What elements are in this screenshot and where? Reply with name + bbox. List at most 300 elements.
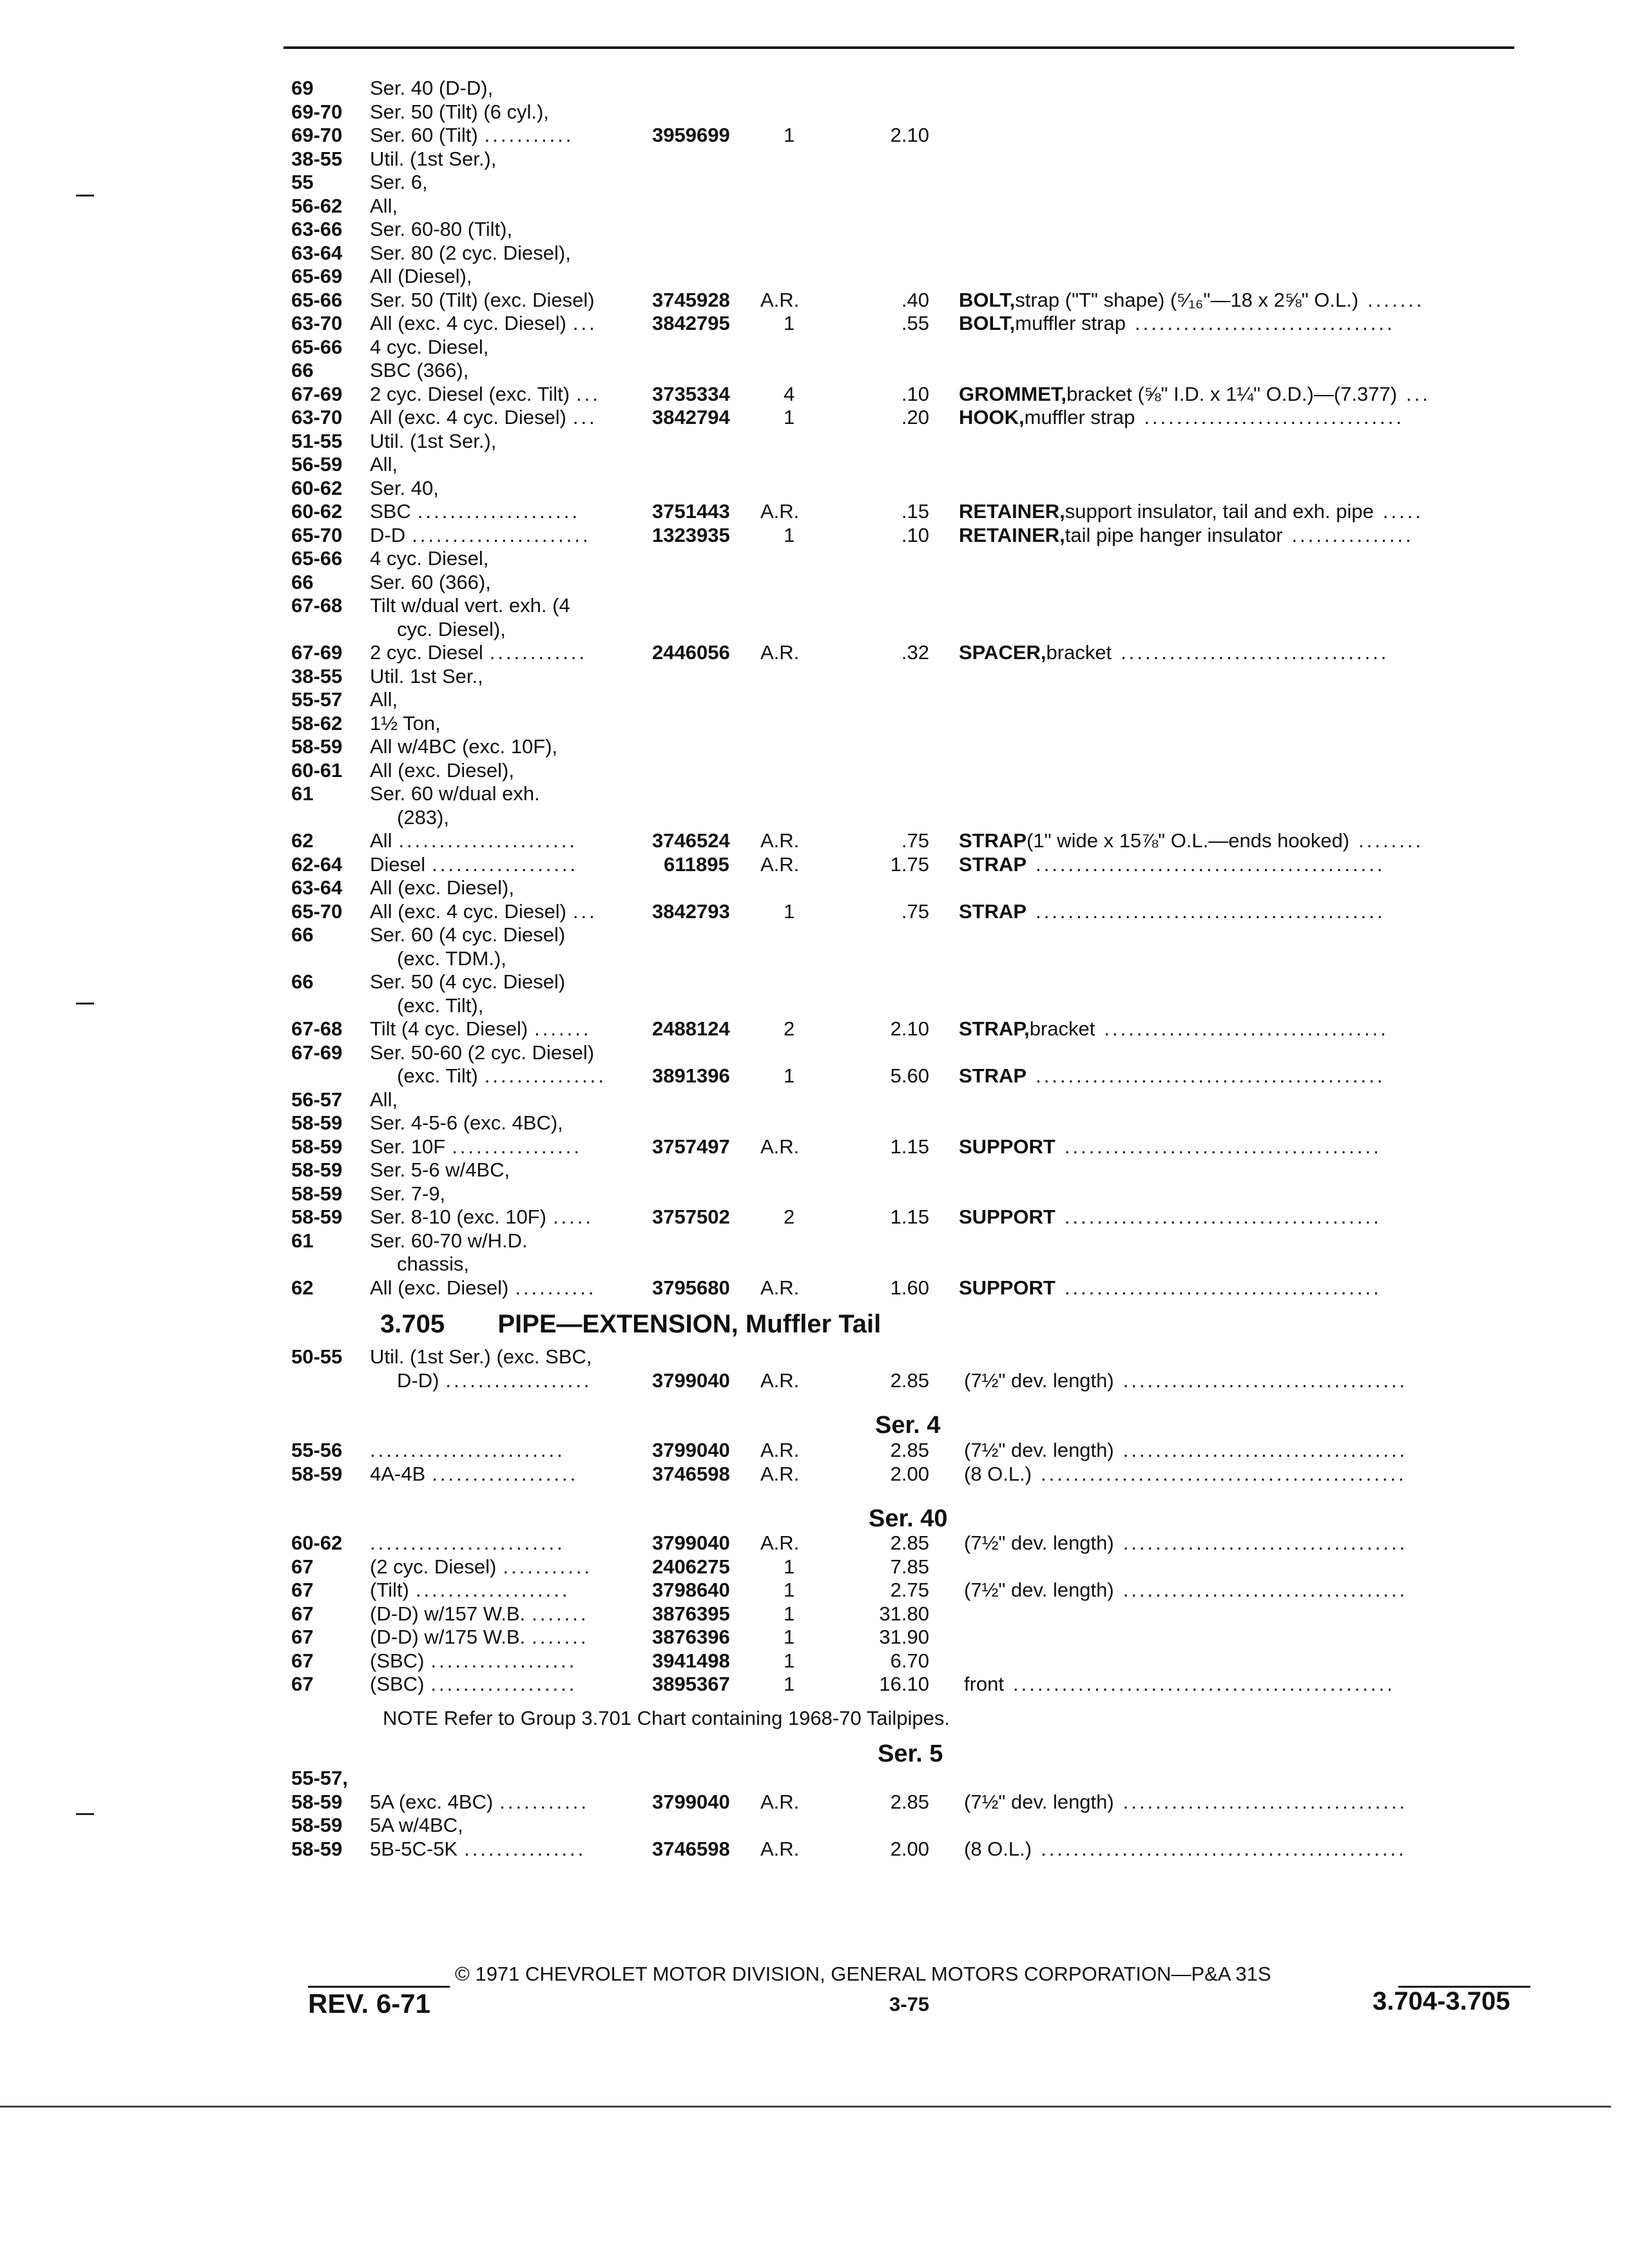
model-years: 38-55 <box>291 665 343 687</box>
leader-dots: .................. <box>445 1369 592 1392</box>
part-number: 3891396 <box>652 1064 730 1087</box>
model-years: 69-70 <box>291 124 343 146</box>
application-text: All, <box>370 195 398 217</box>
margin-tick <box>76 1003 94 1004</box>
part-number: 3799040 <box>652 1791 730 1813</box>
part-description: (8 O.L.) <box>964 1838 1032 1860</box>
description-leader-dots: ................................... <box>1123 1369 1408 1392</box>
price: 31.80 <box>879 1602 929 1625</box>
application-text: (SBC) <box>370 1673 425 1695</box>
part-number: 1323935 <box>652 524 730 546</box>
revision-label: REV. 6-71 <box>308 1988 430 2019</box>
quantity: A.R. <box>760 1791 800 1813</box>
part-description: bracket <box>1029 1017 1095 1040</box>
part-name: GROMMET, <box>959 383 1067 405</box>
model-years: 51-55 <box>291 430 343 452</box>
note-text: NOTE Refer to Group 3.701 Chart containing 1968-70 Tailpipes. <box>383 1707 950 1729</box>
model-years: 58-59 <box>291 735 343 758</box>
copyright-line: © 1971 CHEVROLET MOTOR DIVISION, GENERAL MOTORS CORPORATION—P&A 31S <box>455 1963 1271 1985</box>
model-years: 62-64 <box>291 853 343 876</box>
section-number: 3.705 <box>380 1310 445 1338</box>
model-years: 55-56 <box>291 1439 343 1461</box>
part-number: 3941498 <box>652 1649 730 1672</box>
group-range: 3.704-3.705 <box>1373 1987 1510 2015</box>
quantity: 1 <box>784 124 795 146</box>
leader-dots: ....... <box>532 1626 589 1648</box>
application-text: (Tilt) <box>370 1579 409 1601</box>
part-number: 3895367 <box>652 1673 730 1695</box>
part-number: 3746598 <box>652 1463 730 1485</box>
model-years: 66 <box>291 359 314 381</box>
leader-dots: ...................... <box>412 524 591 546</box>
model-years: 69-70 <box>291 101 343 123</box>
application-text: Ser. 60 w/dual exh. <box>370 782 540 805</box>
part-number: 3842793 <box>652 900 730 923</box>
application-text: All (exc. 4 cyc. Diesel) <box>370 312 566 334</box>
quantity: A.R. <box>760 829 800 852</box>
application-text: chassis, <box>397 1253 469 1275</box>
application-text: SBC <box>370 500 411 523</box>
leader-dots: .................... <box>417 500 581 523</box>
model-years: 65-66 <box>291 336 343 358</box>
part-description: bracket (⅝" I.D. x 1¼" O.D.)—(7.377) <box>1066 383 1398 405</box>
description-leader-dots: ................................. <box>1121 641 1389 664</box>
leader-dots: ... <box>572 312 597 334</box>
application-text: Ser. 60 (Tilt) <box>370 124 478 146</box>
description-leader-dots: ................................... <box>1123 1579 1408 1601</box>
application-text: All, <box>370 453 398 476</box>
price: .55 <box>901 312 929 334</box>
application-text: 2 cyc. Diesel (exc. Tilt) <box>370 383 570 405</box>
part-description: support insulator, tail and exh. pipe <box>1065 500 1374 523</box>
part-name: STRAP <box>959 829 1027 852</box>
price: .20 <box>901 406 929 428</box>
leader-dots: ........... <box>484 124 574 146</box>
leader-dots: ........... <box>503 1555 593 1578</box>
model-years: 66 <box>291 571 314 593</box>
model-years: 63-66 <box>291 218 343 240</box>
quantity: 1 <box>784 1579 795 1601</box>
description-leader-dots: ........................................... <box>1036 1064 1385 1087</box>
leader-dots: .................. <box>432 1463 579 1485</box>
quantity: A.R. <box>760 1135 800 1158</box>
application-text: cyc. Diesel), <box>397 618 506 640</box>
price: 2.85 <box>890 1791 929 1813</box>
description-leader-dots: ........................................... <box>1036 853 1385 876</box>
description-leader-dots: ... <box>1406 383 1431 405</box>
bottom-rule <box>0 2106 1611 2108</box>
description-leader-dots: ............................................. <box>1041 1463 1407 1485</box>
quantity: 2 <box>784 1206 795 1228</box>
application-text: All (exc. 4 cyc. Diesel) <box>370 406 566 428</box>
part-name: HOOK, <box>959 406 1025 428</box>
application-text: (SBC) <box>370 1649 425 1672</box>
quantity: A.R. <box>760 1369 800 1392</box>
model-years: 55-57, <box>291 1767 348 1789</box>
price: 2.85 <box>890 1439 929 1461</box>
application-text: 5A (exc. 4BC) <box>370 1791 494 1813</box>
leader-dots: ........................ <box>370 1439 565 1461</box>
description-leader-dots: ................................ <box>1134 312 1395 334</box>
model-years: 58-59 <box>291 1111 343 1134</box>
model-years: 58-62 <box>291 712 343 735</box>
application-text: 5B-5C-5K <box>370 1838 458 1860</box>
description-leader-dots: ....................................... <box>1064 1276 1382 1299</box>
part-name: RETAINER, <box>959 500 1065 523</box>
leader-dots: ..... <box>552 1206 594 1228</box>
model-years: 67-69 <box>291 641 343 664</box>
leader-dots: ....... <box>534 1017 592 1040</box>
description-leader-dots: ........ <box>1358 829 1424 852</box>
quantity: 1 <box>784 406 795 428</box>
application-text: 4 cyc. Diesel, <box>370 547 489 570</box>
model-years: 67 <box>291 1673 314 1695</box>
price: .32 <box>901 641 929 664</box>
quantity: 4 <box>784 383 795 405</box>
quantity: A.R. <box>760 1276 800 1299</box>
model-years: 50-55 <box>291 1345 343 1368</box>
price: .40 <box>901 289 929 311</box>
description-leader-dots: ....... <box>1367 289 1425 311</box>
leader-dots: ........... <box>499 1791 589 1813</box>
application-text: Ser. 80 (2 cyc. Diesel), <box>370 242 571 264</box>
application-text: (283), <box>397 806 449 829</box>
leader-dots: ... <box>572 900 597 923</box>
description-leader-dots: ................................... <box>1123 1532 1408 1554</box>
top-rule <box>284 46 1514 49</box>
application-text: D-D) <box>397 1369 439 1392</box>
quantity: A.R. <box>760 853 800 876</box>
part-number: 3757497 <box>652 1135 730 1158</box>
application-text: Ser. 10F <box>370 1135 446 1158</box>
part-number: 3799040 <box>652 1532 730 1554</box>
part-number: 3842794 <box>652 406 730 428</box>
part-number: 3746598 <box>652 1838 730 1860</box>
application-text: All, <box>370 1088 398 1111</box>
application-text: Util. (1st Ser.), <box>370 430 497 452</box>
subheading-ser-5: Ser. 5 <box>878 1740 943 1767</box>
part-description: (7½" dev. length) <box>964 1439 1114 1461</box>
application-text: Ser. 7-9, <box>370 1182 446 1205</box>
model-years: 62 <box>291 1276 314 1299</box>
application-text: Ser. 6, <box>370 171 428 193</box>
model-years: 58-59 <box>291 1791 343 1813</box>
model-years: 67-68 <box>291 594 343 617</box>
application-text: Ser. 4-5-6 (exc. 4BC), <box>370 1111 563 1134</box>
quantity: A.R. <box>760 500 800 523</box>
application-text: (exc. Tilt) <box>397 1064 478 1087</box>
application-text: All (exc. Diesel), <box>370 876 514 899</box>
application-text: Util. (1st Ser.) (exc. SBC, <box>370 1345 592 1368</box>
part-number: 3745928 <box>652 289 730 311</box>
part-name: BOLT, <box>959 312 1016 334</box>
model-years: 58-59 <box>291 1838 343 1860</box>
model-years: 65-66 <box>291 547 343 570</box>
application-text: Ser. 60 (4 cyc. Diesel) <box>370 923 566 946</box>
leader-dots: ............... <box>484 1064 606 1087</box>
model-years: 67 <box>291 1602 314 1625</box>
price: 2.85 <box>890 1532 929 1554</box>
part-name: STRAP <box>959 1064 1027 1087</box>
model-years: 60-62 <box>291 1532 343 1554</box>
leader-dots: ........................ <box>370 1532 565 1554</box>
application-text: Diesel <box>370 853 426 876</box>
model-years: 63-70 <box>291 312 343 334</box>
leader-dots: .................. <box>430 1649 577 1672</box>
part-description: muffler strap <box>1024 406 1135 428</box>
leader-dots: .................. <box>432 853 579 876</box>
quantity: A.R. <box>760 289 800 311</box>
part-name: STRAP, <box>959 1017 1030 1040</box>
price: 7.85 <box>890 1555 929 1578</box>
quantity: 1 <box>784 312 795 334</box>
model-years: 58-59 <box>291 1814 343 1836</box>
part-name: SUPPORT <box>959 1135 1055 1158</box>
model-years: 38-55 <box>291 148 343 170</box>
application-text: Tilt w/dual vert. exh. (4 <box>370 594 570 617</box>
quantity: 1 <box>784 524 795 546</box>
model-years: 56-57 <box>291 1088 343 1111</box>
part-description: bracket <box>1046 641 1112 664</box>
price: 2.00 <box>890 1838 929 1860</box>
subheading-ser-40: Ser. 40 <box>869 1505 948 1532</box>
price: 16.10 <box>879 1673 929 1695</box>
model-years: 61 <box>291 782 314 805</box>
application-text: All <box>370 829 392 852</box>
price: 5.60 <box>890 1064 929 1087</box>
subheading-ser-4: Ser. 4 <box>875 1412 941 1439</box>
part-number: 3876396 <box>652 1626 730 1648</box>
part-number: 3876395 <box>652 1602 730 1625</box>
footer-rule-left <box>308 1986 450 1988</box>
application-text: Ser. 60 (366), <box>370 571 491 593</box>
quantity: 1 <box>784 1626 795 1648</box>
price: 2.85 <box>890 1369 929 1392</box>
application-text: 5A w/4BC, <box>370 1814 463 1836</box>
model-years: 66 <box>291 923 314 946</box>
application-text: Ser. 40, <box>370 477 439 499</box>
model-years: 61 <box>291 1229 314 1252</box>
price: .75 <box>901 829 929 852</box>
model-years: 60-62 <box>291 500 343 523</box>
model-years: 55 <box>291 171 314 193</box>
model-years: 67 <box>291 1626 314 1648</box>
price: 2.10 <box>890 1017 929 1040</box>
application-text: Tilt (4 cyc. Diesel) <box>370 1017 528 1040</box>
description-leader-dots: ................................... <box>1123 1791 1408 1813</box>
leader-dots: ... <box>572 406 597 428</box>
description-leader-dots: ..... <box>1382 500 1423 523</box>
application-text: 4 cyc. Diesel, <box>370 336 489 358</box>
leader-dots: ................ <box>452 1135 582 1158</box>
leader-dots: ............... <box>464 1838 586 1860</box>
page-number: 3-75 <box>889 1993 930 2015</box>
model-years: 56-62 <box>291 195 343 217</box>
part-description: (7½" dev. length) <box>964 1532 1114 1554</box>
margin-tick <box>76 195 94 197</box>
part-name: STRAP <box>959 900 1027 923</box>
quantity: A.R. <box>760 641 800 664</box>
part-number: 3746524 <box>652 829 730 852</box>
price: .75 <box>901 900 929 923</box>
part-number: 611895 <box>664 853 729 876</box>
quantity: 1 <box>784 1555 795 1578</box>
part-description: (7½" dev. length) <box>964 1791 1114 1813</box>
leader-dots: ...................... <box>398 829 577 852</box>
part-description: muffler strap <box>1015 312 1126 334</box>
quantity: 2 <box>784 1017 795 1040</box>
model-years: 58-59 <box>291 1182 343 1205</box>
leader-dots: ............ <box>489 641 588 664</box>
section-title: PIPE—EXTENSION, Muffler Tail <box>497 1310 882 1338</box>
description-leader-dots: ............... <box>1291 524 1414 546</box>
price: 31.90 <box>879 1626 929 1648</box>
price: 2.10 <box>890 124 929 146</box>
price: 6.70 <box>890 1649 929 1672</box>
application-text: Ser. 8-10 (exc. 10F) <box>370 1206 546 1228</box>
part-name: SUPPORT <box>959 1206 1055 1228</box>
part-name: STRAP <box>959 853 1027 876</box>
application-text: (2 cyc. Diesel) <box>370 1555 497 1578</box>
part-description: (7½" dev. length) <box>964 1579 1114 1601</box>
application-text: All (Diesel), <box>370 265 472 287</box>
application-text: (D-D) w/175 W.B. <box>370 1626 526 1648</box>
quantity: A.R. <box>760 1838 800 1860</box>
model-years: 55-57 <box>291 688 343 711</box>
model-years: 69 <box>291 77 314 99</box>
description-leader-dots: ................................ <box>1144 406 1404 428</box>
part-number: 3795680 <box>652 1276 730 1299</box>
model-years: 65-69 <box>291 265 343 287</box>
model-years: 58-59 <box>291 1158 343 1181</box>
application-text: All (exc. Diesel), <box>370 759 514 782</box>
description-leader-dots: ............................................. <box>1041 1838 1407 1860</box>
model-years: 63-70 <box>291 406 343 428</box>
application-text: All (exc. 4 cyc. Diesel) <box>370 900 566 923</box>
model-years: 60-61 <box>291 759 343 782</box>
model-years: 65-70 <box>291 524 343 546</box>
application-text: (exc. TDM.), <box>397 947 506 970</box>
application-text: Ser. 50 (Tilt) (6 cyl.), <box>370 101 549 123</box>
application-text: Ser. 50 (4 cyc. Diesel) <box>370 970 566 993</box>
leader-dots: .......... <box>515 1276 597 1299</box>
leader-dots: ................... <box>415 1579 570 1601</box>
application-text: Ser. 40 (D-D), <box>370 77 494 99</box>
part-number: 3735334 <box>652 383 730 405</box>
part-name: SUPPORT <box>959 1276 1055 1299</box>
quantity: 1 <box>784 1649 795 1672</box>
quantity: 1 <box>784 1064 795 1087</box>
section-heading <box>380 1309 881 1339</box>
application-text: 1½ Ton, <box>370 712 441 735</box>
model-years: 58-59 <box>291 1206 343 1228</box>
part-description: (1" wide x 15⅞" O.L.—ends hooked) <box>1027 829 1350 852</box>
model-years: 67 <box>291 1579 314 1601</box>
description-leader-dots: ....................................... <box>1064 1206 1382 1228</box>
model-years: 67 <box>291 1649 314 1672</box>
model-years: 65-70 <box>291 900 343 923</box>
price: 1.15 <box>890 1135 929 1158</box>
part-description: strap ("T" shape) (⁵⁄₁₆"—18 x 2⅝" O.L.) <box>1015 289 1359 311</box>
price: 1.15 <box>890 1206 929 1228</box>
application-text: Ser. 60-70 w/H.D. <box>370 1229 528 1252</box>
part-name: RETAINER, <box>959 524 1065 546</box>
quantity: A.R. <box>760 1532 800 1554</box>
price: 1.60 <box>890 1276 929 1299</box>
price: 1.75 <box>890 853 929 876</box>
part-number: 2446056 <box>652 641 730 664</box>
model-years: 66 <box>291 970 314 993</box>
application-text: SBC (366), <box>370 359 469 381</box>
model-years: 62 <box>291 829 314 852</box>
application-text: 2 cyc. Diesel <box>370 641 483 664</box>
application-text: All (exc. Diesel) <box>370 1276 509 1299</box>
application-text: Util. 1st Ser., <box>370 665 483 687</box>
application-text: All, <box>370 688 398 711</box>
quantity: 1 <box>784 900 795 923</box>
price: 2.75 <box>890 1579 929 1601</box>
application-text: Ser. 5-6 w/4BC, <box>370 1158 510 1181</box>
part-name: SPACER, <box>959 641 1046 664</box>
part-number: 3842795 <box>652 312 730 334</box>
part-number: 3799040 <box>652 1369 730 1392</box>
model-years: 63-64 <box>291 876 343 899</box>
application-text: All w/4BC (exc. 10F), <box>370 735 558 758</box>
application-text: Util. (1st Ser.), <box>370 148 497 170</box>
model-years: 58-59 <box>291 1463 343 1485</box>
price: .10 <box>901 524 929 546</box>
application-text: (D-D) w/157 W.B. <box>370 1602 526 1625</box>
quantity: A.R. <box>760 1439 800 1461</box>
model-years: 60-62 <box>291 477 343 499</box>
part-number: 3799040 <box>652 1439 730 1461</box>
description-leader-dots: ............................................... <box>1013 1673 1395 1695</box>
margin-tick <box>76 1813 94 1815</box>
quantity: 1 <box>784 1602 795 1625</box>
description-leader-dots: ........................................... <box>1036 900 1385 923</box>
application-text: D-D <box>370 524 406 546</box>
leader-dots: .................. <box>430 1673 577 1695</box>
part-description: (7½" dev. length) <box>964 1369 1114 1392</box>
application-text: 4A-4B <box>370 1463 426 1485</box>
leader-dots: ... <box>576 383 601 405</box>
quantity: A.R. <box>760 1463 800 1485</box>
application-text: Ser. 50 (Tilt) (exc. Diesel) <box>370 289 595 311</box>
quantity: 1 <box>784 1673 795 1695</box>
leader-dots: ....... <box>532 1602 589 1625</box>
part-number: 3959699 <box>652 124 730 146</box>
description-leader-dots: ................................... <box>1123 1439 1408 1461</box>
application-text: Ser. 50-60 (2 cyc. Diesel) <box>370 1041 595 1064</box>
model-years: 67-69 <box>291 383 343 405</box>
model-years: 67 <box>291 1555 314 1578</box>
application-text: (exc. Tilt), <box>397 994 484 1017</box>
price: .15 <box>901 500 929 523</box>
part-number: 3751443 <box>652 500 730 523</box>
price: 2.00 <box>890 1463 929 1485</box>
part-name: BOLT, <box>959 289 1016 311</box>
model-years: 65-66 <box>291 289 343 311</box>
description-leader-dots: ................................... <box>1104 1017 1389 1040</box>
model-years: 67-68 <box>291 1017 343 1040</box>
model-years: 63-64 <box>291 242 343 264</box>
part-number: 3757502 <box>652 1206 730 1228</box>
part-number: 3798640 <box>652 1579 730 1601</box>
description-leader-dots: ....................................... <box>1064 1135 1382 1158</box>
model-years: 58-59 <box>291 1135 343 1158</box>
part-description: (8 O.L.) <box>964 1463 1032 1485</box>
part-number: 2406275 <box>652 1555 730 1578</box>
